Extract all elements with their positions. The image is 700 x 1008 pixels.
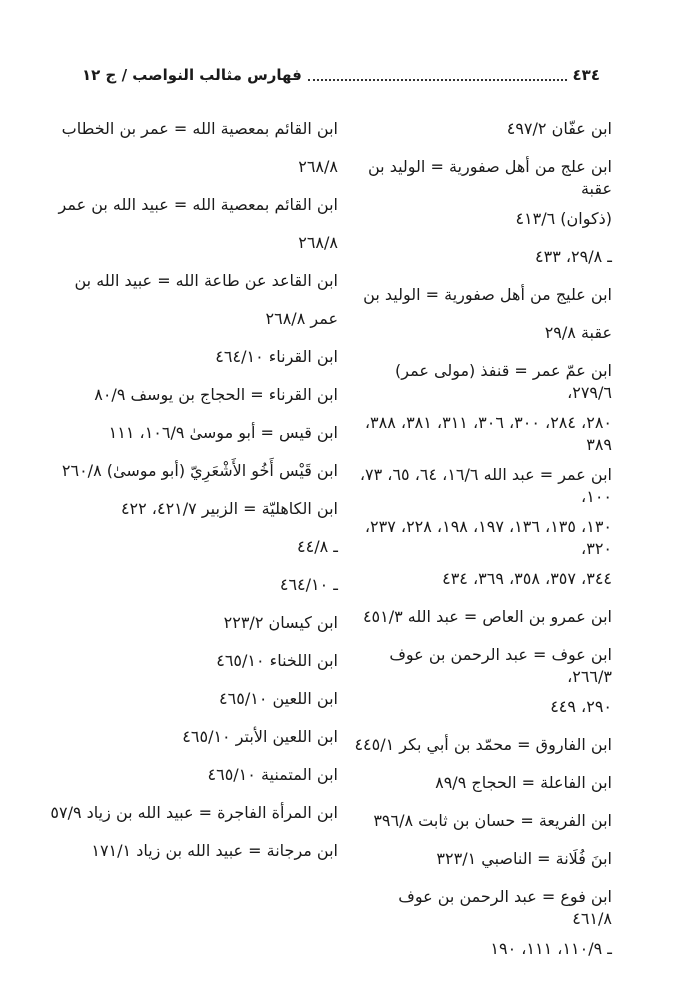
- index-entry-line: ابن الفاعلة = الحجاج ٨٩/٩: [435, 773, 612, 792]
- leader-dots: [308, 69, 567, 81]
- index-entry-line: ابن المرأة الفاجرة = عبيد الله بن زياد ٥٧/٩: [50, 803, 338, 822]
- index-entry-line: ابن عليج من أهل صفورية = الوليد بن: [363, 285, 612, 304]
- index-entry-line: ابن القائم بمعصية الله = عبيد الله بن عمر: [58, 195, 338, 214]
- index-column-left: [38, 110, 338, 870]
- index-entry-line: ابن عمر = عبد الله ١٦/٦، ٦٤، ٦٥، ٧٣، ١٠٠،: [359, 465, 612, 506]
- index-entry-line: ابن عمّ عمر = قنفذ (مولى عمر) ٢٧٩/٦،: [395, 361, 612, 402]
- index-entry-line: ابن الفاروق = محمّد بن أبي بكر ٤٤٥/١: [354, 735, 612, 754]
- index-entry-line: ابن القرناء = الحجاج بن يوسف ٨٠/٩: [94, 385, 338, 404]
- index-entry-line: ابن الكاهليّة = الزبير ٤٢١/٧، ٤٢٢: [120, 499, 338, 518]
- index-entry-line: ابن المتمنية ٤٦٥/١٠: [207, 765, 338, 784]
- index-entry-line: ٢٩٠، ٤٤٩: [550, 697, 612, 716]
- running-title: فهارس مثالب النواصب / ج ١٢: [82, 66, 302, 84]
- index-entry-line: ١٣٠، ١٣٥، ١٣٦، ١٩٧، ١٩٨، ٢٢٨، ٢٣٧، ٣٢٠،: [364, 517, 612, 558]
- index-entry-line: ابن مرجانة = عبيد الله بن زياد ١٧١/١: [91, 841, 338, 860]
- index-entry-line: ابنَ فُلَانة = الناصبي ٣٢٣/١: [436, 849, 612, 868]
- index-entry-line: ابن عمرو بن العاص = عبد الله ٤٥١/٣: [362, 607, 612, 626]
- index-entry-line: ـ ٤٦٤/١٠: [279, 575, 338, 594]
- index-entry-line: ـ ٤٤/٨: [297, 537, 338, 556]
- index-entry-line: ابن عفّان ٤٩٧/٢: [506, 119, 612, 138]
- index-entry-line: ابن اللخناء ٤٦٥/١٠: [216, 651, 338, 670]
- index-entry-line: ٢٦٨/٨: [298, 157, 338, 176]
- index-entry-line: ابن عوف = عبد الرحمن بن عوف ٢٦٦/٣،: [389, 645, 612, 686]
- index-entry-line: ابن اللعين ٤٦٥/١٠: [219, 689, 338, 708]
- index-entry-line: ٢٦٨/٨: [298, 233, 338, 252]
- index-entry-line: ـ ٢٩/٨، ٤٣٣: [535, 247, 612, 266]
- index-entry-line: ٢٨٠، ٢٨٤، ٣٠٠، ٣٠٦، ٣١١، ٣٨١، ٣٨٨، ٣٨٩: [364, 413, 612, 454]
- index-entry-line: ابن قيس = أبو موسىٰ ١٠٦/٩، ١١١: [108, 423, 338, 442]
- index-entry-line: ابن كيسان ٢٢٣/٢: [223, 613, 338, 632]
- running-header: [82, 62, 600, 88]
- index-entry-line: (ذكوان) ٤١٣/٦: [515, 209, 612, 228]
- index-entry-line: ابن قَيْس أَخُو الأَشْعَرِيّ (أبو موسىٰ) ٢٦٠/٨: [61, 461, 338, 480]
- index-entry-line: ابن القرناء ٤٦٤/١٠: [215, 347, 338, 366]
- index-entry-line: ـ ١١٠/٩، ١١١، ١٩٠: [490, 939, 612, 958]
- index-entry-line: ٣٤٤، ٣٥٧، ٣٥٨، ٣٦٩، ٤٣٤: [442, 569, 612, 588]
- index-entry-line: ابن الفريعة = حسان بن ثابت ٣٩٦/٨: [373, 811, 612, 830]
- page-number: ٤٣٤: [572, 66, 600, 84]
- index-entry-line: ابن القائم بمعصية الله = عمر بن الخطاب: [61, 119, 338, 138]
- index-entry-line: ابن فوع = عبد الرحمن بن عوف ٤٦١/٨: [398, 887, 612, 928]
- index-entry-line: عمر ٢٦٨/٨: [265, 309, 338, 328]
- index-column-right: [354, 110, 612, 968]
- index-entry-line: ابن القاعد عن طاعة الله = عبيد الله بن: [74, 271, 338, 290]
- index-entry-line: ابن اللعين الأبتر ٤٦٥/١٠: [182, 727, 338, 746]
- index-entry-line: ابن علج من أهل صفورية = الوليد بن عقبة: [367, 157, 612, 198]
- index-entry-line: عقبة ٢٩/٨: [544, 323, 612, 342]
